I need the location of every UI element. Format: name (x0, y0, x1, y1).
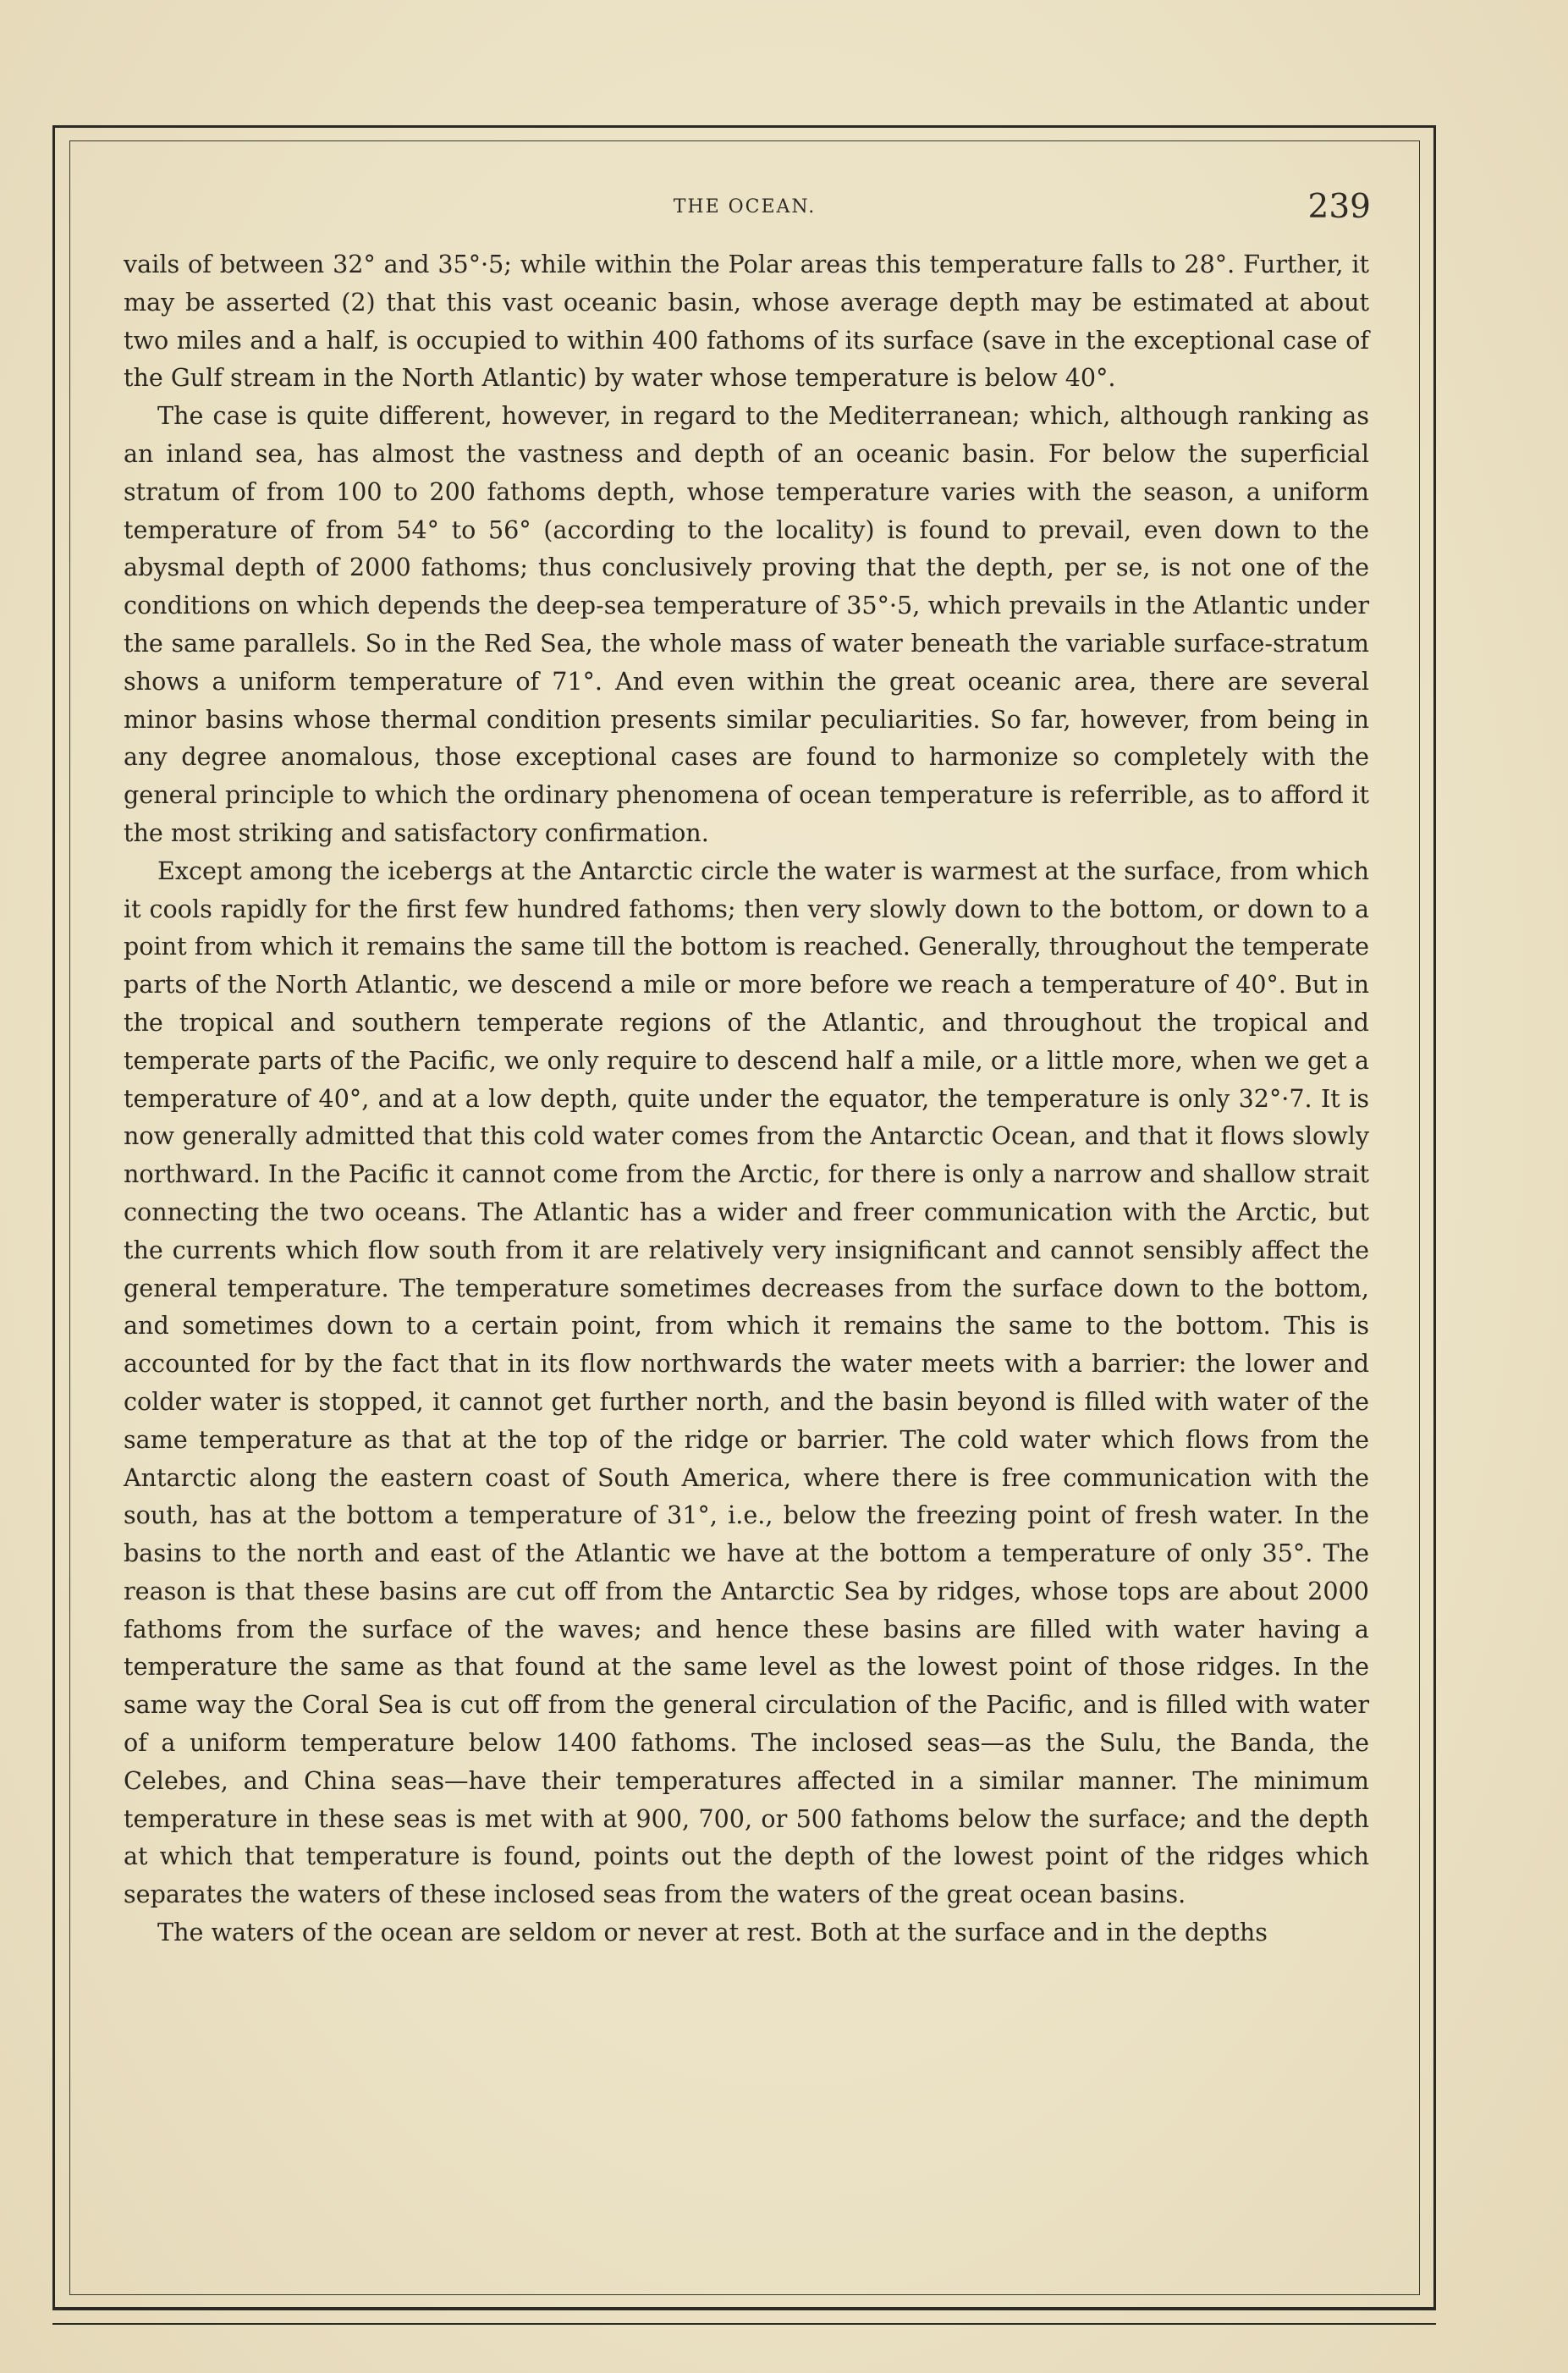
body-text (124, 245, 1369, 1952)
paragraph-1: vails of between 32° and 35°·5; while within the Polar areas this temperature falls to 28°. Further, it may be asserted (2) that this vast oceanic basin, whose average depth may be estimated at about two miles and a half, is occupied to within 400 fathoms of its surface (save in the exceptional case of the Gulf stream in the North Atlantic) by water whose temperature is below 40°. (124, 250, 1369, 393)
running-title: THE OCEAN. (673, 196, 817, 217)
running-head (118, 188, 1371, 227)
paragraph-3: Except among the icebergs at the Antarctic circle the water is warmest at the surface, from which it cools rapidly for the first few hundred fathoms; then very slowly down to the bottom, or down to a point from which it remains the same till the bottom is reached. Generally, throughout the temperate parts of the North Atlantic, we descend a mile or more before we reach a temperature of 40°. But in the tropical and southern temperate regions of the Atlantic, and throughout the tropical and temperate parts of the Pacific, we only require to descend half a mile, or a little more, when we get a temperature of 40°, and at a low depth, quite under the equator, the temperature is only 32°·7. It is now generally admitted that this cold water comes from the Antarctic Ocean, and that it flows slowly northward. In the Pacific it cannot come from the Arctic, for there is only a narrow and shallow strait connecting the two oceans. The Atlantic has a wider and freer communication with the Arctic, but the currents which flow south from it are relatively very insignificant and cannot sensibly affect the general temperature. The temperature sometimes decreases from the surface down to the bottom, and sometimes down to a certain point, from which it remains the same to the bottom. This is accounted for by the fact that in its flow northwards the water meets with a barrier: the lower and colder water is stopped, it cannot get further north, and the basin beyond is filled with water of the same temperature as that at the top of the ridge or barrier. The cold water which flows from the Antarctic along the eastern coast of South America, where there is free communication with the south, has at the bottom a temperature of 31°, i.e., below the freezing point of fresh water. In the basins to the north and east of the Atlantic we have at the bottom a temperature of only 35°. The reason is that these basins are cut off from the Antarctic Sea by ridges, whose tops are about 2000 fathoms from the surface of the waves; and hence these basins are filled with water having a temperature the same as that found at the same level as the lowest point of those ridges. In the same way the Coral Sea is cut off from the general circulation of the Pacific, and is filled with water of a uniform temperature below 1400 fathoms. The inclosed seas—as the Sulu, the Banda, the Celebes, and China seas—have their temperatures affected in a similar manner. The minimum temperature in these seas is met with at 900, 700, or 500 fathoms below the surface; and the depth at which that temperature is found, points out the depth of the lowest point of the ridges which separates the waters of these inclosed seas from the waters of the great ocean basins. (124, 856, 1369, 1909)
page-number: 239 (1307, 188, 1371, 226)
paragraph-2: The case is quite different, however, in regard to the Mediterranean; which, although ranking as an inland sea, has almost the vastness and depth of an oceanic basin. For below the superficial stratum of from 100 to 200 fathoms depth, whose temperature varies with the season, a uniform temperature of from 54° to 56° (according to the locality) is found to prevail, even down to the abysmal depth of 2000 fathoms; thus conclusively proving that the depth, per se, is not one of the conditions on which depends the deep-sea temperature of 35°·5, which prevails in the Atlantic under the same parallels. So in the Red Sea, the whole mass of water beneath the variable surface-stratum shows a uniform temperature of 71°. And even within the great oceanic area, there are several minor basins whose thermal condition presents similar peculiarities. So far, however, from being in any degree anomalous, those exceptional cases are found to harmonize so completely with the general principle to which the ordinary phenomena of ocean temperature is referrible, as to afford it the most striking and satisfactory confirmation. (124, 401, 1369, 847)
page-bottom-rule (52, 2323, 1436, 2325)
paragraph-4: The waters of the ocean are seldom or never at rest. Both at the surface and in the depths (157, 1918, 1268, 1947)
